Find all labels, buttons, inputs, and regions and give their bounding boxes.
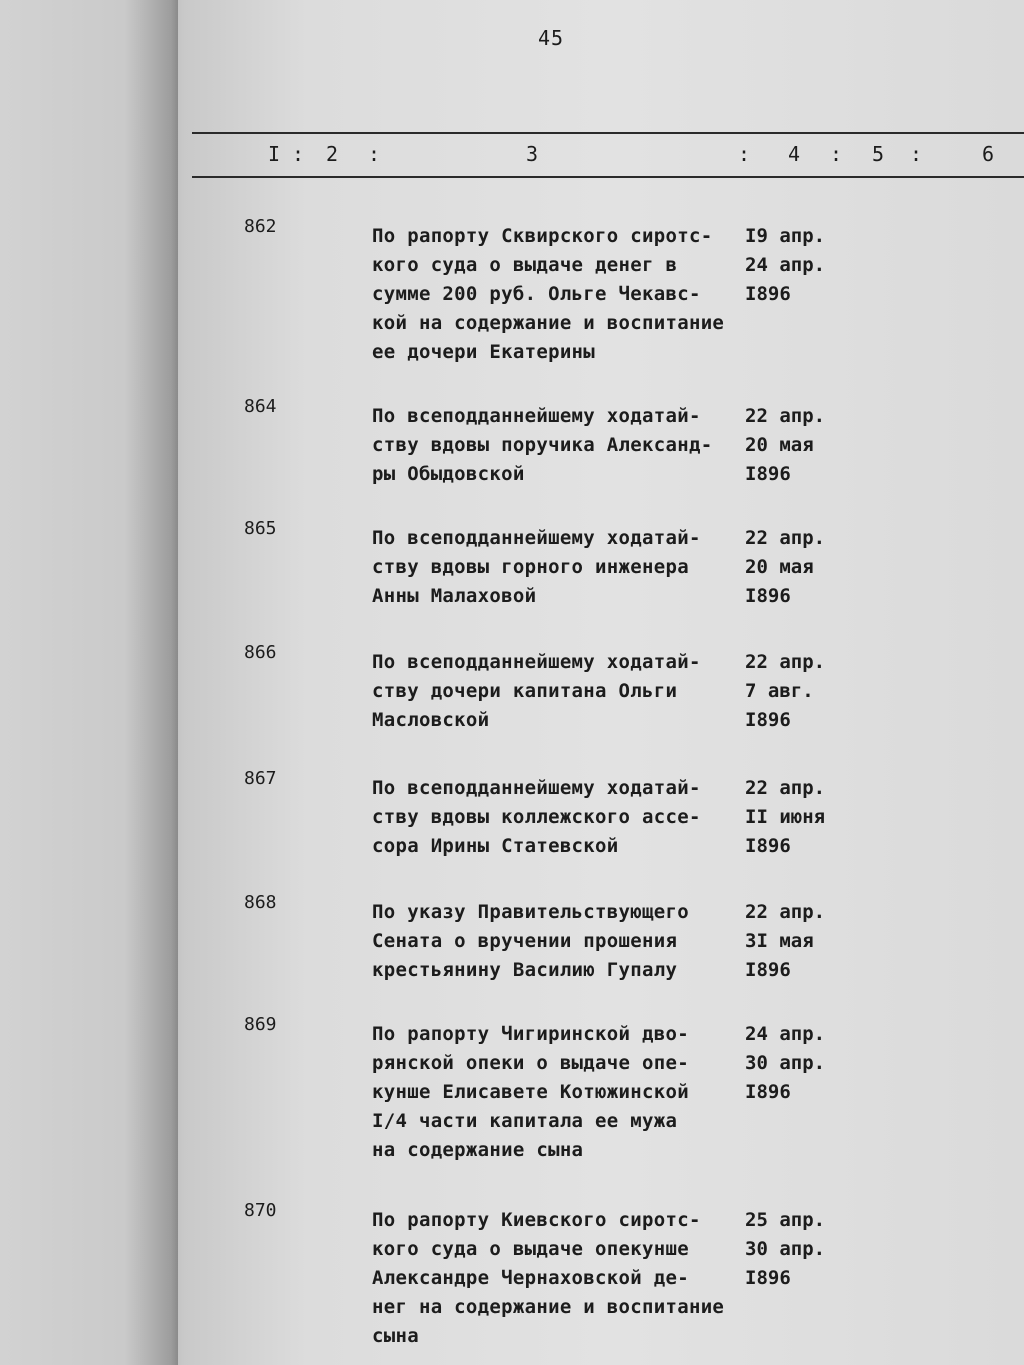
header-rule-bottom <box>192 176 1024 178</box>
entry-dates: 24 апр. 30 апр. I896 <box>745 1023 826 1103</box>
entry-description: По указу Правительствующего Сената о вручении прошения крестьянину Василию Гупалу <box>372 901 689 981</box>
column-separator: : <box>910 142 923 166</box>
entry-number: 870 <box>244 1200 277 1221</box>
column-separator: : <box>292 142 305 166</box>
column-header-3: 3 <box>526 142 539 166</box>
column-header-2: 2 <box>326 142 339 166</box>
entry-dates: 25 апр. 30 апр. I896 <box>745 1209 826 1289</box>
entry-dates: I9 апр. 24 апр. I896 <box>745 225 826 305</box>
entry-number: 866 <box>244 642 277 663</box>
entry-dates: 22 апр. II июня I896 <box>745 777 826 857</box>
entry-number: 865 <box>244 518 277 539</box>
entry-dates: 22 апр. 20 мая I896 <box>745 527 826 607</box>
entry-number: 864 <box>244 396 277 417</box>
entry-description: По рапорту Киевского сиротс- кого суда о выдаче опекунше Александре Чернаховской де- нег на содержание и воспитание сына <box>372 1209 725 1347</box>
facing-page-edge <box>0 0 178 1365</box>
entry-number: 867 <box>244 768 277 789</box>
column-separator: : <box>738 142 751 166</box>
page-number: 45 <box>538 26 565 50</box>
entry-description: По всеподданнейшему ходатай- ству дочери капитана Ольги Масловской <box>372 651 701 731</box>
column-header-5: 5 <box>872 142 885 166</box>
entry-description: По всеподданнейшему ходатай- ству вдовы поручика Александ- ры Обыдовской <box>372 405 713 485</box>
column-header-row <box>192 140 1024 174</box>
entry-description: По рапорту Чигиринской дво- рянской опеки о выдаче опе- кунше Елисавете Котюжинской I/4 части капитала ее мужа на содержание сына <box>372 1023 689 1161</box>
entry-description: По всеподданнейшему ходатай- ству вдовы горного инженера Анны Малаховой <box>372 527 701 607</box>
entry-number: 869 <box>244 1014 277 1035</box>
entry-dates: 22 апр. 3I мая I896 <box>745 901 826 981</box>
entry-description: По всеподданнейшему ходатай- ству вдовы коллежского ассе- сора Ирины Статевской <box>372 777 701 857</box>
entry-description: По рапорту Сквирского сиротс- кого суда о выдаче денег в сумме 200 руб. Ольге Чекавс- кой на содержание и воспитание ее дочери Екатерины <box>372 225 725 363</box>
entry-number: 862 <box>244 216 277 237</box>
column-separator: : <box>368 142 381 166</box>
column-header-1: I <box>268 142 281 166</box>
column-header-6: 6 <box>982 142 995 166</box>
entry-dates: 22 апр. 20 мая I896 <box>745 405 826 485</box>
header-rule-top <box>192 132 1024 134</box>
entry-dates: 22 апр. 7 авг. I896 <box>745 651 826 731</box>
column-separator: : <box>830 142 843 166</box>
column-header-4: 4 <box>788 142 801 166</box>
entry-number: 868 <box>244 892 277 913</box>
